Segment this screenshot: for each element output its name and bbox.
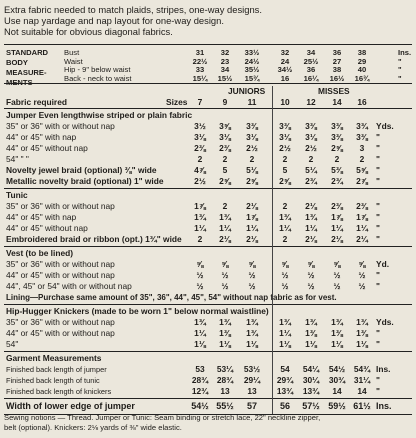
body-measurement-value: 33 <box>195 65 205 74</box>
width-value: 61½ <box>353 401 371 411</box>
yardage-value: 1¼ <box>194 328 206 338</box>
yardage-value: 2 <box>222 154 228 164</box>
yardage-value: 2 <box>282 154 288 164</box>
yardage-value: ½ <box>248 281 256 291</box>
yardage-value: 1¼ <box>219 223 231 233</box>
yardage-value: 54 <box>280 364 290 374</box>
yardage-value: ⅝ <box>358 259 366 269</box>
row-label: Hip-Hugger Knickers (made to be worn 1" below normal waistline) <box>6 306 269 316</box>
row-label: 44", 45" or 54" with or without nap <box>6 281 132 291</box>
body-measurements-table <box>4 44 412 87</box>
yardage-value: 29¾ <box>276 375 294 385</box>
unit-label: " <box>376 143 380 153</box>
unit-label: Yd. <box>376 259 390 269</box>
yardage-value: 2⅝ <box>219 176 231 186</box>
unit-label: " <box>376 281 380 291</box>
unit-label: " <box>376 339 380 349</box>
yardage-value: 5¼ <box>305 165 317 175</box>
row-label: 44" or 45" with or without nap <box>6 270 115 280</box>
yardage-value: ½ <box>248 270 256 280</box>
yardage-value: 1¼ <box>246 223 258 233</box>
yardage-value: 29¼ <box>243 375 261 385</box>
yardage-value: ½ <box>281 281 289 291</box>
width-value: 55½ <box>216 401 234 411</box>
unit-label: Ins. <box>398 48 412 57</box>
body-measurement-value: 29 <box>357 56 367 66</box>
section-divider <box>4 304 412 305</box>
yardage-value: ½ <box>281 270 289 280</box>
yardage-value: 3⅜ <box>279 121 291 131</box>
row-label: Metallic novelty braid (optional) 1" wide <box>6 176 164 186</box>
yardage-value: ½ <box>358 270 366 280</box>
yardage-value: 2½ <box>305 143 317 153</box>
unit-label: Ins. <box>376 364 391 374</box>
body-measurement-label: Waist <box>64 56 83 66</box>
fabric-row <box>4 317 412 328</box>
unit-label: " <box>376 176 380 186</box>
yardage-value: 54¾ <box>353 364 371 374</box>
column-divider <box>272 86 273 414</box>
yardage-value: 3⅛ <box>305 132 317 142</box>
body-measurement-value: 23 <box>220 56 230 66</box>
row-label: Novelty jewel braid (optional) ⅜" wide <box>6 165 157 175</box>
yardage-value: 1¾ <box>194 317 206 327</box>
body-measurement-value: 32 <box>280 48 290 57</box>
yardage-value: 3⅜ <box>331 121 343 131</box>
yardage-value: 2⅛ <box>305 234 317 244</box>
yardage-value: 1¼ <box>194 223 206 233</box>
yardage-value: 3⅜ <box>356 132 368 142</box>
fabric-row <box>4 248 412 259</box>
yardage-value: 2½ <box>246 143 258 153</box>
size-header: 11 <box>247 97 257 107</box>
width-value: 59½ <box>328 401 346 411</box>
row-label: 35" or 36" with or without nap <box>6 121 115 131</box>
unit-label: " <box>398 73 402 83</box>
row-label: 54" <box>6 339 19 349</box>
unit-label: Ins. <box>376 401 392 411</box>
width-value: 57½ <box>302 401 320 411</box>
yardage-value: 1¼ <box>331 223 343 233</box>
note-line: Use nap yardage and nap layout for one-way design. <box>4 15 224 26</box>
yardage-value: 2⅛ <box>246 201 258 211</box>
yardage-value: 12¾ <box>191 386 209 396</box>
unit-label: Yds. <box>376 121 394 131</box>
size-header: 10 <box>280 97 290 107</box>
yardage-value: 1⅛ <box>305 339 317 349</box>
fabric-row <box>4 328 412 339</box>
yardage-value: 3⅜ <box>305 121 317 131</box>
unit-label: " <box>376 375 380 385</box>
width-lower-edge-row <box>4 401 412 412</box>
yardage-value: ½ <box>333 281 341 291</box>
body-measurement-value: 38 <box>332 65 342 74</box>
row-label: 35" or 36" with or without nap <box>6 201 115 211</box>
sewing-notions <box>4 413 412 432</box>
fabric-required-label: Fabric required <box>6 97 67 107</box>
fabric-row <box>4 201 412 212</box>
yardage-value: 5⅛ <box>246 165 258 175</box>
yardage-value: 1⅞ <box>246 212 258 222</box>
fabric-row <box>4 306 412 317</box>
yardage-value: 3⅛ <box>246 132 258 142</box>
width-label: Width of lower edge of jumper <box>6 401 135 411</box>
lining-note <box>4 292 412 303</box>
unit-label: " <box>376 212 380 222</box>
row-label: Embroidered braid or ribbon (opt.) 1¾" wide <box>6 234 182 244</box>
body-measurement-value: 25½ <box>303 56 319 66</box>
fabric-row <box>4 386 412 397</box>
width-value: 54½ <box>191 401 209 411</box>
unit-label: " <box>398 65 402 74</box>
fabric-row <box>4 143 412 154</box>
yardage-value: 2 <box>308 154 314 164</box>
unit-label: Yds. <box>376 317 394 327</box>
row-label: 35" or 36" with or without nap <box>6 317 115 327</box>
row-label: 54" " " <box>6 154 29 164</box>
unit-label: " <box>376 165 380 175</box>
fabric-row <box>4 259 412 270</box>
yardage-value: ⅝ <box>307 259 315 269</box>
body-measurement-value: 15¾ <box>244 73 260 83</box>
row-label: Vest (to be lined) <box>6 248 74 258</box>
yardage-value: 1⅛ <box>331 339 343 349</box>
yardage-value: 13¾ <box>302 386 320 396</box>
yardage-value: 14 <box>332 386 342 396</box>
size-header: 16 <box>357 97 367 107</box>
yardage-value: 2⅜ <box>331 201 343 211</box>
sizes-label: Sizes <box>166 97 188 107</box>
yardage-value: 3⅛ <box>194 132 206 142</box>
yardage-value: 4⅞ <box>194 165 206 175</box>
yardage-value: 1⅛ <box>219 339 231 349</box>
fabric-row <box>4 121 412 132</box>
fabric-row <box>4 364 412 375</box>
yardage-value: 2 <box>282 201 288 211</box>
section-divider <box>4 188 412 189</box>
section-divider <box>4 351 412 352</box>
juniors-header: JUNIORS <box>228 86 266 96</box>
yardage-value: 13¾ <box>276 386 294 396</box>
yardage-value: 3⅜ <box>331 132 343 142</box>
body-measurement-value: 40 <box>357 65 367 74</box>
yardage-value: ½ <box>221 281 229 291</box>
body-measurement-value: 16 <box>280 73 290 83</box>
lining-text: Lining—Purchase same amount of 35", 36", 44", 45", 54" without nap fabric as for vest. <box>6 293 337 302</box>
section-divider <box>4 108 412 109</box>
yardage-value: ½ <box>221 270 229 280</box>
yardage-value: 2⅛ <box>219 234 231 244</box>
body-measurement-value: 22½ <box>192 56 208 66</box>
yardage-value: 2⅛ <box>305 201 317 211</box>
row-label: Finished back length of knickers <box>6 387 112 396</box>
yardage-value: ½ <box>333 270 341 280</box>
yardage-value: 2 <box>197 154 203 164</box>
unit-label: " <box>376 270 380 280</box>
yardage-value: 2⅜ <box>356 201 368 211</box>
body-measurement-value: 36 <box>332 48 342 57</box>
body-measurement-value: 33½ <box>244 48 260 57</box>
yardage-value: 1¾ <box>194 212 206 222</box>
row-label: 44" or 45" without nap <box>6 143 88 153</box>
row-label: Finished back length of jumper <box>6 365 107 374</box>
body-measurement-value: 24½ <box>244 56 260 66</box>
yardage-value: 2⅝ <box>331 143 343 153</box>
fabric-notes <box>4 4 364 37</box>
fabric-row <box>4 234 412 245</box>
note-line: Not suitable for obvious diagonal fabrics. <box>4 26 173 37</box>
yardage-value: ⅝ <box>248 259 256 269</box>
section-divider <box>4 246 412 247</box>
yardage-value: 2⅜ <box>219 143 231 153</box>
yardage-value: 3 <box>359 143 365 153</box>
yardage-value: 1¼ <box>279 328 291 338</box>
yardage-value: 1¾ <box>279 317 291 327</box>
yardage-value: 1⅛ <box>356 339 368 349</box>
fabric-row <box>4 132 412 143</box>
sewing-notions-line: Sewing notions — Thread. Jumper or Tunic: Seam binding or stretch lace, 22" neckline zipper, <box>4 413 321 422</box>
unit-label: " <box>376 328 380 338</box>
body-measurement-value: 34 <box>306 48 316 57</box>
yardage-value: ½ <box>196 281 204 291</box>
fabric-required-row <box>4 97 412 108</box>
yardage-value: 1⅜ <box>305 328 317 338</box>
yardage-value: ½ <box>307 281 315 291</box>
body-measurement-label: Hip - 9" below waist <box>64 65 131 74</box>
unit-label: " <box>376 234 380 244</box>
body-measurement-label: Back - neck to waist <box>64 73 132 83</box>
unit-label: " <box>376 386 380 396</box>
yardage-value: 13 <box>247 386 257 396</box>
yardage-value: 31¼ <box>353 375 371 385</box>
yardage-value: 1⅞ <box>194 201 206 211</box>
yardage-value: 53 <box>195 364 205 374</box>
yardage-value: 2¼ <box>356 234 368 244</box>
yardage-value: 1¾ <box>279 212 291 222</box>
yardage-value: 1⅞ <box>356 212 368 222</box>
yardage-value: 2 <box>334 154 340 164</box>
fabric-row <box>4 270 412 281</box>
yardage-value: 30¾ <box>328 375 346 385</box>
body-measurements-label: STANDARD BODY MEASURE- MENTS <box>6 48 49 87</box>
yardage-value: 3⅜ <box>246 121 258 131</box>
yardage-value: 1¼ <box>305 223 317 233</box>
yardage-value: 2 <box>359 154 365 164</box>
yardage-value: 54¼ <box>302 364 320 374</box>
row-label: Jumper Even lengthwise striped or plain fabric <box>6 110 193 120</box>
yardage-value: 3¾ <box>356 121 368 131</box>
row-label: 35" or 36" with or without nap <box>6 259 115 269</box>
yardage-value: 28¾ <box>216 375 234 385</box>
body-measurement-value: 38 <box>357 48 367 57</box>
misses-header: MISSES <box>318 86 350 96</box>
fabric-row <box>4 165 412 176</box>
yardage-value: 5 <box>222 165 228 175</box>
fabric-row <box>4 212 412 223</box>
yardage-value: 1¼ <box>279 223 291 233</box>
row-label: Tunic <box>6 190 28 200</box>
yardage-value: 2 <box>249 154 255 164</box>
row-label: 44" or 45" without nap <box>6 223 88 233</box>
body-measurement-label: Bust <box>64 48 80 57</box>
yardage-value: 3½ <box>194 121 206 131</box>
unit-label: " <box>376 132 380 142</box>
yardage-value: 14 <box>357 386 367 396</box>
yardage-value: 53½ <box>243 364 261 374</box>
fabric-row <box>4 223 412 234</box>
body-measurement-value: 16¼ <box>303 73 319 83</box>
yardage-value: ⅝ <box>333 259 341 269</box>
yardage-value: 3⅛ <box>219 132 231 142</box>
yardage-value: 3⅛ <box>279 132 291 142</box>
yardage-value: 5⅝ <box>356 165 368 175</box>
yardage-value: 54½ <box>328 364 346 374</box>
size-header: 12 <box>306 97 316 107</box>
yardage-value: 1¾ <box>305 212 317 222</box>
row-label: 44" or 45" with nap <box>6 212 77 222</box>
yardage-value: 1⅛ <box>279 339 291 349</box>
yardage-value: 13 <box>220 386 230 396</box>
body-measurement-value: 31 <box>195 48 205 57</box>
fabric-row <box>4 353 412 364</box>
yardage-value: 1⅞ <box>331 212 343 222</box>
unit-label: " <box>376 223 380 233</box>
width-value: 56 <box>279 401 290 411</box>
yardage-value: 2 <box>222 201 228 211</box>
yardage-value: 30¼ <box>302 375 320 385</box>
note-line: Extra fabric needed to match plaids, stripes, one-way designs. <box>4 4 262 15</box>
yardage-value: 5 <box>282 165 288 175</box>
body-measurement-row <box>64 74 412 84</box>
size-header: 7 <box>197 97 203 107</box>
yardage-value: 1¾ <box>331 317 343 327</box>
yardage-value: 2½ <box>194 176 206 186</box>
yardage-value: ½ <box>358 281 366 291</box>
body-measurement-value: 34½ <box>277 65 293 74</box>
body-measurement-value: 34 <box>220 65 230 74</box>
yardage-value: 28¾ <box>191 375 209 385</box>
yardage-value: 3⅝ <box>219 121 231 131</box>
body-measurement-value: 27 <box>332 56 342 66</box>
body-measurement-value: 15¼ <box>192 73 208 83</box>
yardage-value: ⅝ <box>221 259 229 269</box>
body-measurement-value: 24 <box>280 56 290 66</box>
yardage-value: 1⅜ <box>219 328 231 338</box>
fabric-row <box>4 281 412 292</box>
yardage-value: 2⅜ <box>194 143 206 153</box>
sewing-notions-line: belt (optional). Knickers: 2⅛ yards of ⅜" wide elastic. <box>4 422 182 432</box>
yardage-value: 2⅝ <box>279 176 291 186</box>
yardage-value: ⅝ <box>196 259 204 269</box>
size-header: 14 <box>332 97 342 107</box>
yardage-value: 2⅞ <box>356 176 368 186</box>
yardage-value: 1¾ <box>219 317 231 327</box>
yardage-value: 2 <box>282 234 288 244</box>
fabric-row <box>4 190 412 201</box>
body-measurement-value: 32 <box>220 48 230 57</box>
body-measurement-value: 16½ <box>329 73 345 83</box>
row-label: Finished back length of tunic <box>6 376 100 385</box>
yardage-value: 1¼ <box>356 223 368 233</box>
yardage-value: 1¾ <box>219 212 231 222</box>
yardage-value: 5⅜ <box>331 165 343 175</box>
fabric-row <box>4 110 412 121</box>
unit-label: " <box>376 201 380 211</box>
yardage-value: 2¾ <box>305 176 317 186</box>
yardage-value: ½ <box>196 270 204 280</box>
fabric-row <box>4 154 412 165</box>
size-header: 9 <box>222 97 228 107</box>
fabric-row <box>4 375 412 386</box>
yardage-value: ½ <box>307 270 315 280</box>
section-divider <box>4 398 412 399</box>
yardage-value: 1¾ <box>356 317 368 327</box>
yardage-value: 2⅛ <box>246 234 258 244</box>
yardage-value: 53¼ <box>216 364 234 374</box>
body-measurement-value: 15½ <box>217 73 233 83</box>
yardage-value: 1⅛ <box>194 339 206 349</box>
yardage-value: 1¾ <box>246 317 258 327</box>
body-measurement-value: 16¾ <box>354 73 370 83</box>
yardage-value: 2½ <box>279 143 291 153</box>
body-measurement-value: 36 <box>306 65 316 74</box>
row-label: 44" or 45" with nap <box>6 132 77 142</box>
unit-label: " <box>376 154 380 164</box>
body-measurement-value: 35½ <box>244 65 260 74</box>
fabric-row <box>4 176 412 187</box>
yardage-value: 2⅝ <box>246 176 258 186</box>
yardage-value: 1¾ <box>246 328 258 338</box>
yardage-value: 1⅜ <box>356 328 368 338</box>
yardage-value: 2⅛ <box>331 234 343 244</box>
row-label: 44" or 45" with or without nap <box>6 328 115 338</box>
unit-label: " <box>398 56 402 66</box>
width-value: 57 <box>246 401 257 411</box>
yardage-value: 2 <box>197 234 203 244</box>
row-label: Garment Measurements <box>6 353 102 363</box>
fabric-row <box>4 339 412 350</box>
yardage-value: 1⅜ <box>331 328 343 338</box>
yardage-value: 1¾ <box>305 317 317 327</box>
yardage-value: 2¾ <box>331 176 343 186</box>
yardage-value: ⅝ <box>281 259 289 269</box>
yardage-value: 1⅛ <box>246 339 258 349</box>
